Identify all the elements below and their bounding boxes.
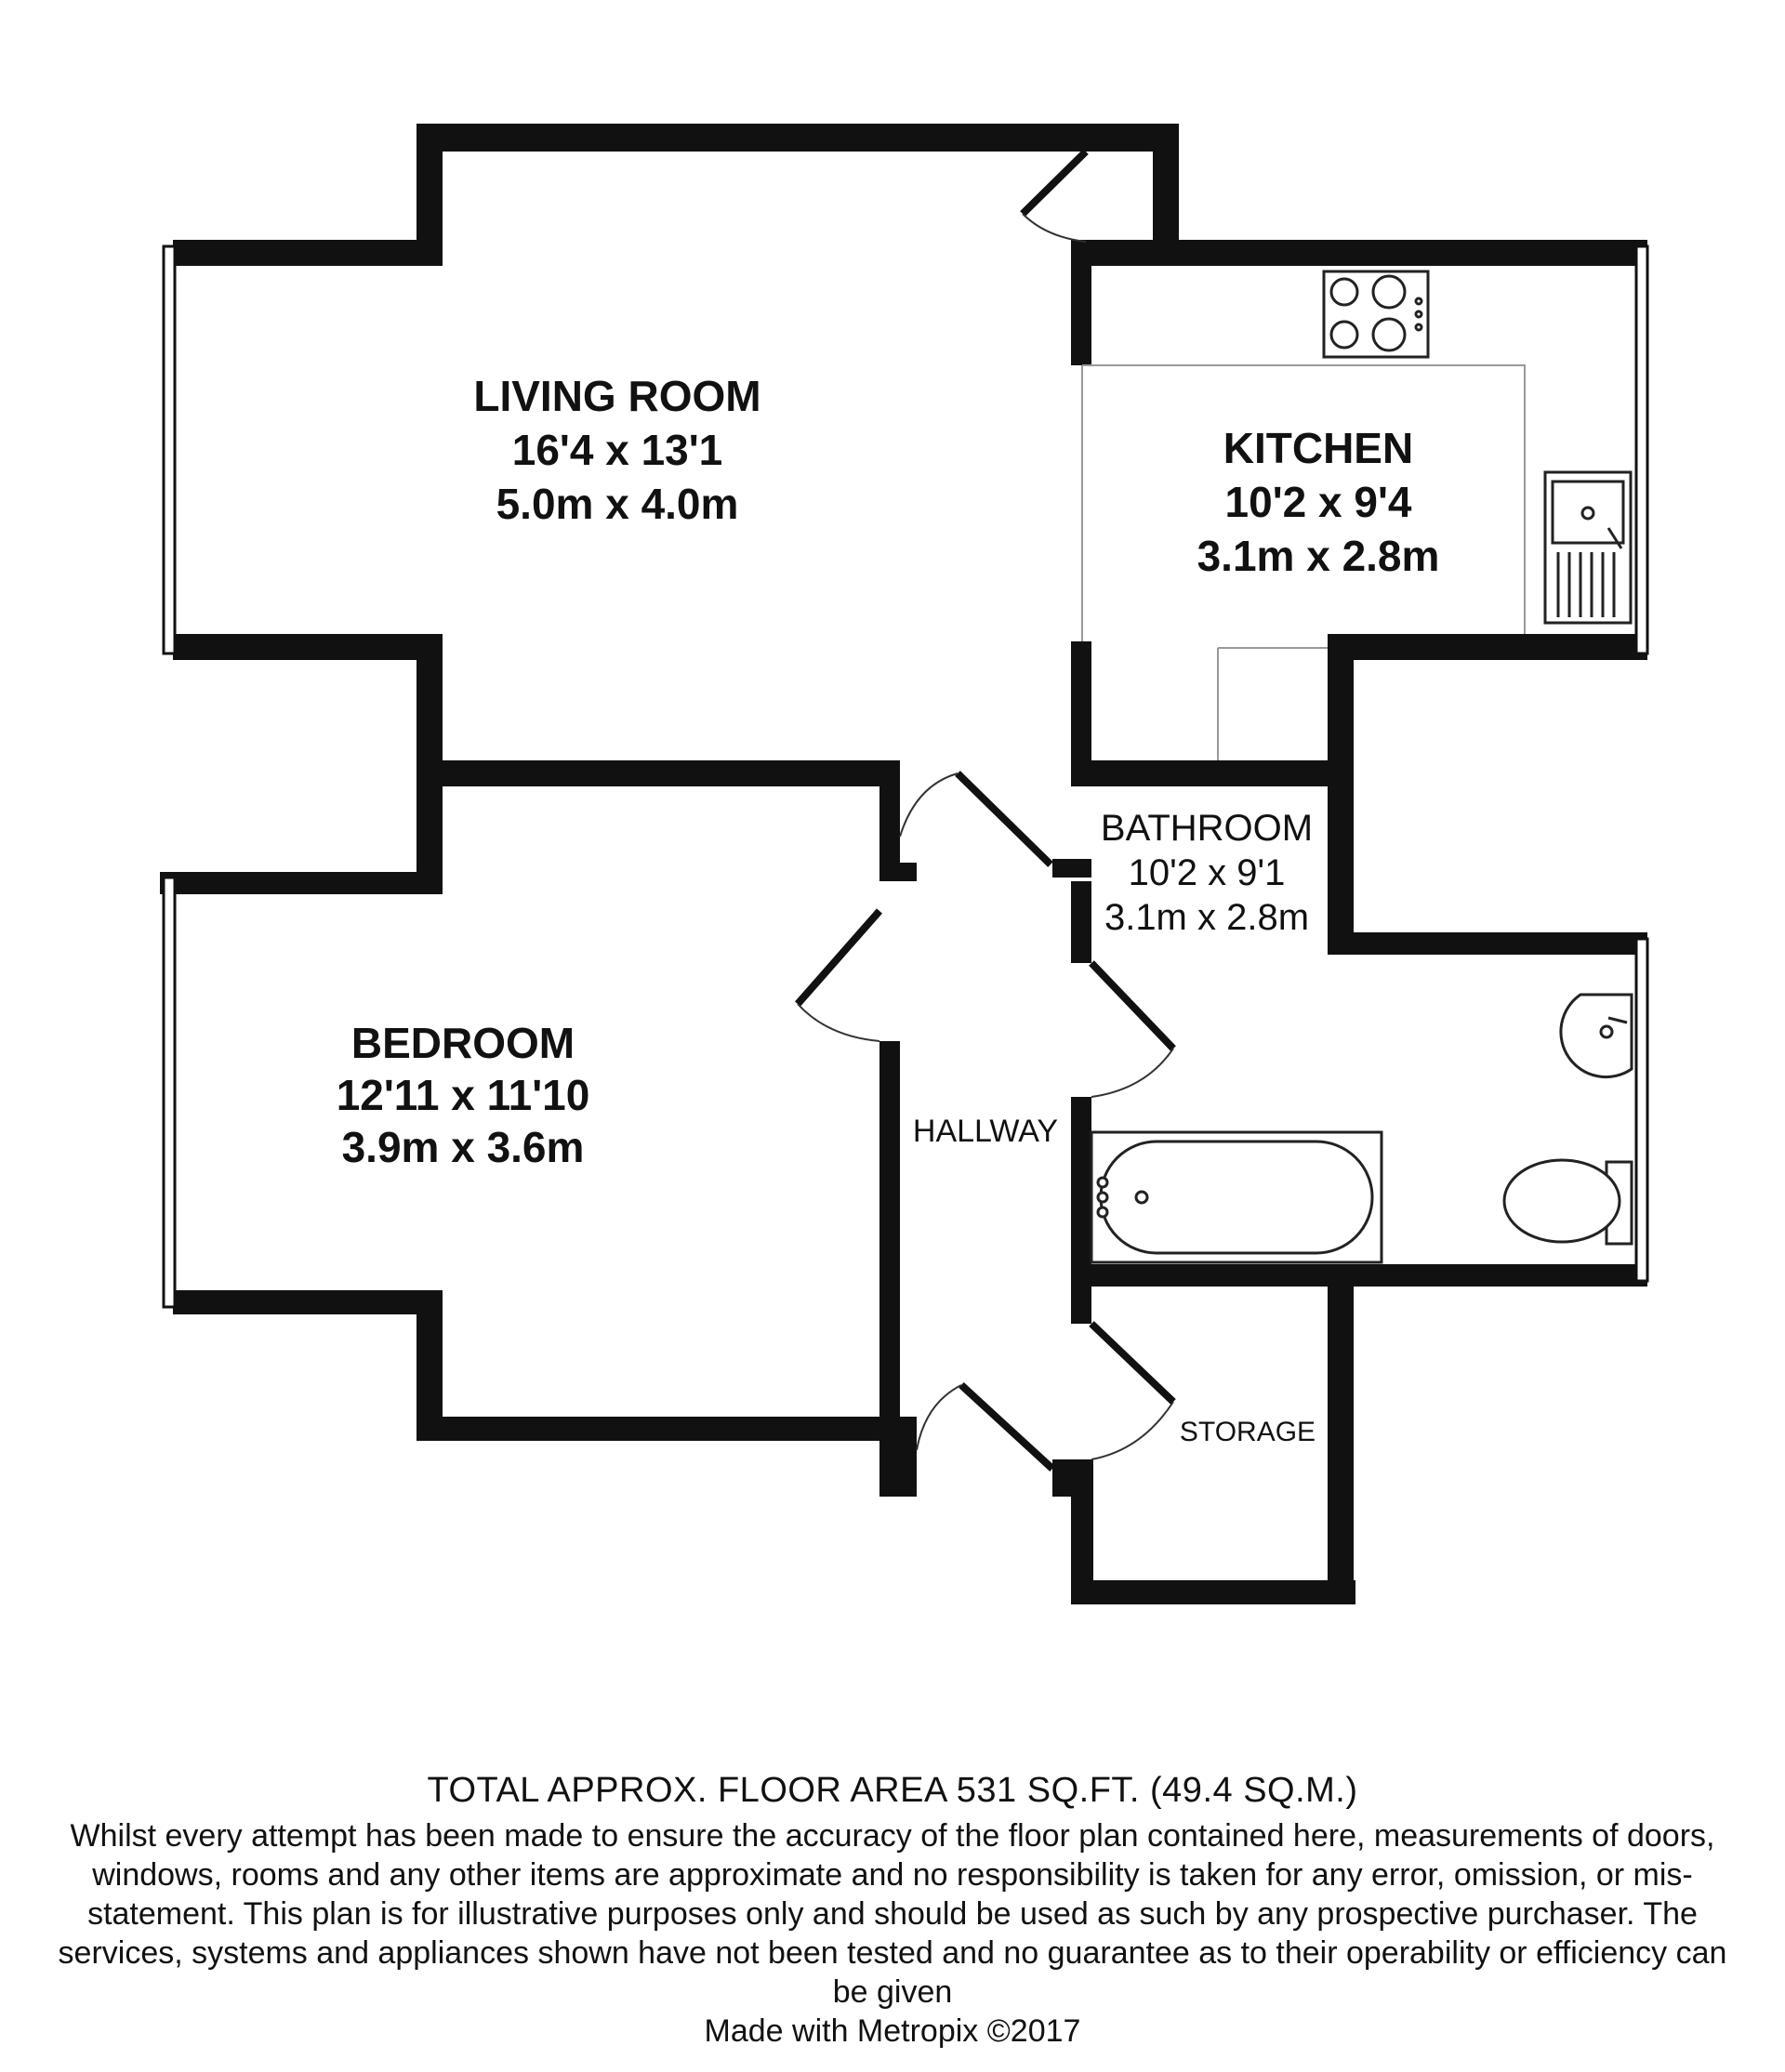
bathroom-imperial: 10'2 x 9'1 [1128, 852, 1286, 893]
kitchen-window [1636, 246, 1647, 653]
storage-label: STORAGE [1179, 1417, 1316, 1447]
toilet-bowl-icon [1504, 1160, 1620, 1242]
bathroom-window [1636, 939, 1647, 1281]
kitchen-metric: 3.1m x 2.8m [1197, 532, 1440, 580]
bathroom-label [1101, 808, 1313, 938]
bathroom-name: BATHROOM [1100, 808, 1314, 849]
bathroom-door [1091, 963, 1173, 1049]
bedroom-window [164, 878, 175, 1307]
front-door [961, 1385, 1052, 1469]
hallway-label: HALLWAY [912, 1114, 1059, 1149]
living-room-imperial: 16'4 x 13'1 [511, 426, 723, 474]
kitchen-name: KITCHEN [1223, 424, 1414, 472]
living-room-door [1023, 152, 1086, 214]
total-floor-area: TOTAL APPROX. FLOOR AREA 531 SQ.FT. (49.4 SQ.M.) [427, 1771, 1358, 1810]
footer [56, 1771, 1729, 2051]
kitchen-label [1197, 424, 1440, 580]
living-room-metric: 5.0m x 4.0m [496, 480, 739, 528]
bedroom-name: BEDROOM [350, 1019, 575, 1067]
living-room-name: LIVING ROOM [473, 372, 761, 420]
bathroom-fixtures [1091, 995, 1632, 1262]
metropix-credit: Made with Metropix ©2017 [704, 2013, 1081, 2049]
bedroom-metric: 3.9m x 3.6m [341, 1123, 585, 1171]
bedroom-imperial: 12'11 x 11'10 [336, 1071, 590, 1119]
disclaimer-text: Whilst every attempt has been made to ensure the accuracy of the floor plan contained here, measurements of doors, windows, rooms and any other items are approximate and no responsibility is taken for any error, omission, or mis-statement. This plan is for illustrative purposes only and should be used as such by any prospective purchaser. The services, systems and appliances shown have not been tested and no guarantee as to their operability or efficiency can be given [58, 1818, 1727, 2010]
bathroom-metric: 3.1m x 2.8m [1104, 897, 1310, 938]
storage-door [1091, 1324, 1173, 1402]
basin-icon [1561, 995, 1632, 1077]
door-jambs [1052, 859, 1091, 878]
living-room-window [164, 246, 175, 653]
kitchen-imperial: 10'2 x 9'4 [1224, 478, 1412, 526]
living-to-hallway-door [958, 773, 1051, 864]
bedroom-door [798, 911, 879, 1004]
living-room-label [473, 372, 760, 528]
bedroom-label [337, 1019, 590, 1171]
